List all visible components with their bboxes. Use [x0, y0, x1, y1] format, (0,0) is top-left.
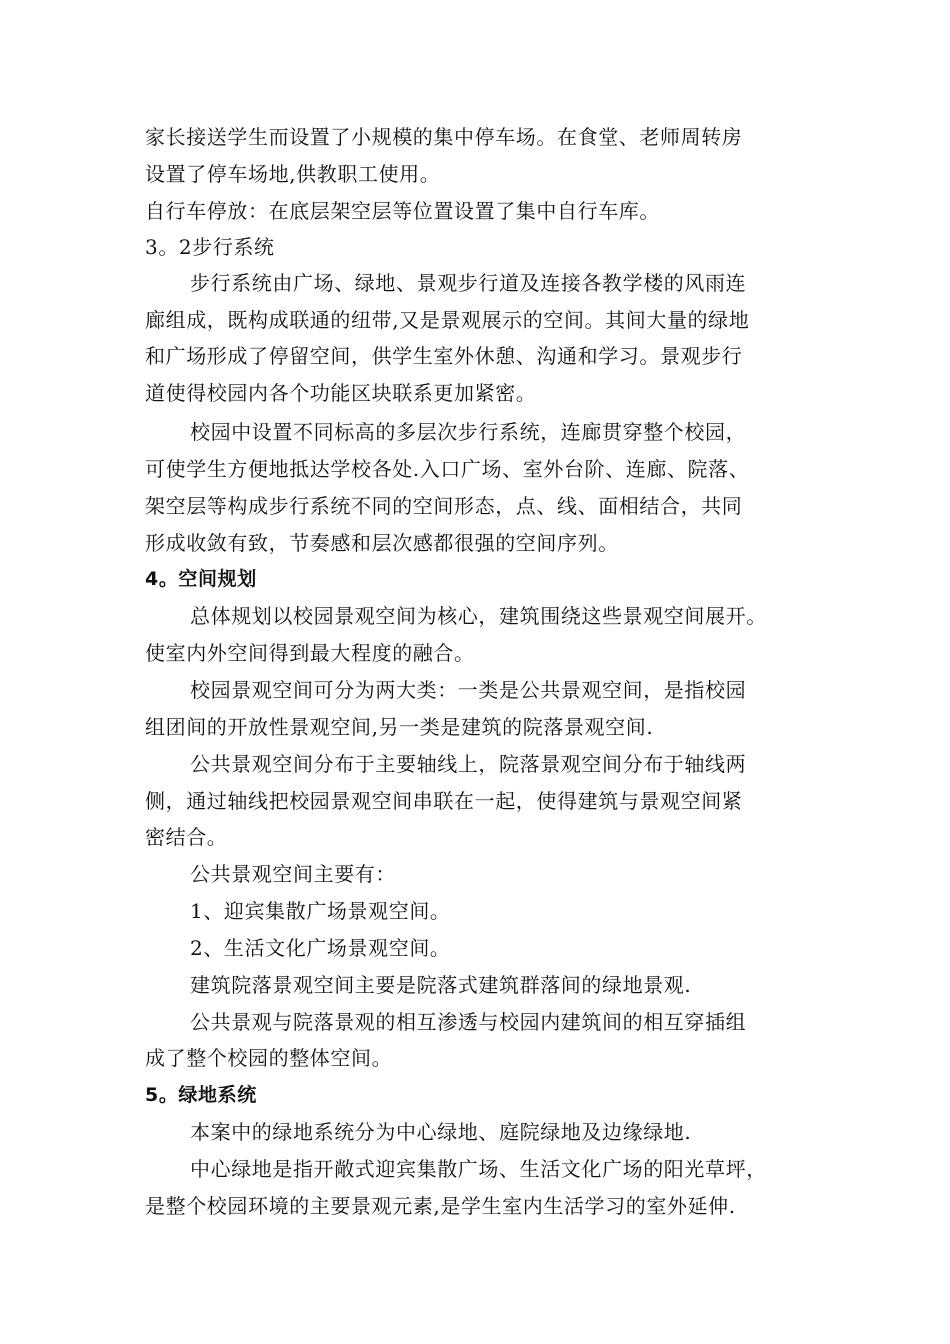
paragraph-line: 廊组成，既构成联通的纽带,又是景观展示的空间。其间大量的绿地	[145, 308, 750, 332]
paragraph-line: 设置了停车场地,供教职工使用。	[145, 162, 441, 186]
paragraph-line: 密结合。	[145, 825, 228, 849]
paragraph-line: 建筑院落景观空间主要是院落式建筑群落间的绿地景观.	[190, 973, 692, 997]
paragraph-line: 组团间的开放性景观空间,另一类是建筑的院落景观空间.	[145, 715, 654, 739]
paragraph-line: 本案中的绿地系统分为中心绿地、庭院绿地及边缘绿地.	[190, 1120, 692, 1144]
paragraph-line: 校园景观空间可分为两大类：一类是公共景观空间，是指校园	[190, 678, 747, 702]
paragraph-line: 公共景观空间分布于主要轴线上，院落景观空间分布于轴线两	[190, 752, 747, 776]
paragraph-line: 家长接送学生而设置了小规模的集中停车场。在食堂、老师周转房	[145, 125, 743, 149]
paragraph-line: 使室内外空间得到最大程度的融合。	[145, 641, 475, 665]
paragraph-line: 可使学生方便地抵达学校各处.入口广场、室外台阶、连廊、院落、	[145, 457, 750, 481]
paragraph-line: 形成收敛有致，节奏感和层次感都很强的空间序列。	[145, 531, 619, 555]
section-heading: 4。空间规划	[145, 568, 257, 590]
paragraph-line: 中心绿地是指开敞式迎宾集散广场、生活文化广场的阳光草坪，	[190, 1157, 767, 1181]
paragraph-line: 步行系统由广场、绿地、景观步行道及连接各教学楼的风雨连	[190, 271, 747, 295]
section-heading: 5。绿地系统	[145, 1084, 257, 1106]
paragraph-line: 校园中设置不同标高的多层次步行系统，连廊贯穿整个校园，	[190, 420, 747, 444]
paragraph-line: 成了整个校园的整体空间。	[145, 1046, 393, 1070]
paragraph-line: 和广场形成了停留空间，供学生室外休憩、沟通和学习。景观步行	[145, 344, 743, 368]
section-heading: 3。2步行系统	[145, 235, 275, 259]
paragraph-line: 是整个校园环境的主要景观元素,是学生室内生活学习的室外延伸.	[145, 1194, 736, 1218]
list-item: 1、迎宾集散广场景观空间。	[190, 899, 451, 923]
paragraph-line: 总体规划以校园景观空间为核心，建筑围绕这些景观空间展开。	[190, 604, 767, 628]
list-intro: 公共景观空间主要有：	[190, 862, 396, 886]
list-item: 2、生活文化广场景观空间。	[190, 936, 451, 960]
paragraph-line: 自行车停放：在底层架空层等位置设置了集中自行车库。	[145, 199, 660, 223]
paragraph-line: 公共景观与院落景观的相互渗透与校园内建筑间的相互穿插组	[190, 1010, 747, 1034]
paragraph-line: 道使得校园内各个功能区块联系更加紧密。	[145, 381, 537, 405]
paragraph-line: 架空层等构成步行系统不同的空间形态，点、线、面相结合，共同	[145, 494, 743, 518]
paragraph-line: 侧，通过轴线把校园景观空间串联在一起，使得建筑与景观空间紧	[145, 789, 743, 813]
